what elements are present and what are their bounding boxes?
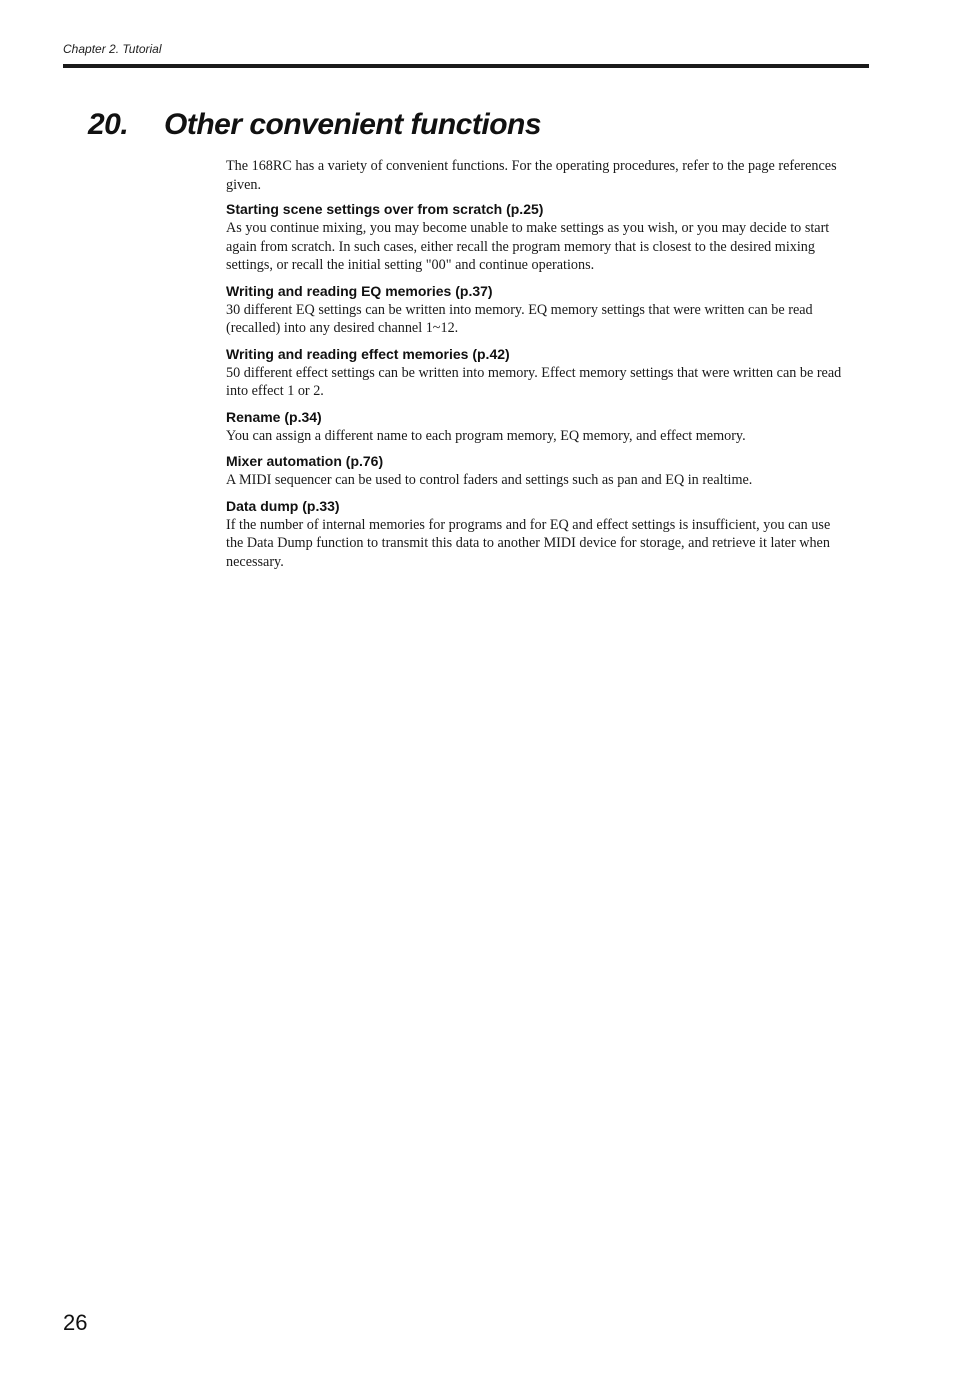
section-heading: Starting scene settings over from scratch (p.25) <box>226 201 544 217</box>
page-number: 26 <box>63 1310 88 1335</box>
section-body: You can assign a different name to each program memory, EQ memory, and effect memory. <box>226 427 746 444</box>
chapter-title: Other convenient functions <box>164 108 542 141</box>
section-scene-settings <box>226 200 850 275</box>
running-header: Chapter 2. Tutorial <box>63 42 162 56</box>
section-heading: Writing and reading EQ memories (p.37) <box>226 282 493 299</box>
intro-paragraph: The 168RC has a variety of convenient functions. For the operating procedures, refer to the page references given. <box>226 158 837 193</box>
section-heading: Mixer automation (p.76) <box>226 453 384 469</box>
section-body: 30 different EQ settings can be written into memory. EQ memory settings that were written can be read (recalled) into any desired channel 1~12. <box>226 301 813 336</box>
section-body: If the number of internal memories for programs and for EQ and effect settings is insufficient, you can use the Data Dump function to transmit this data to another MIDI device for storage, and retrieve it later when necessary. <box>226 516 831 570</box>
header-rule <box>63 64 869 68</box>
section-body: A MIDI sequencer can be used to control faders and settings such as pan and EQ in realtime. <box>226 472 753 488</box>
chapter-heading <box>88 108 541 142</box>
section-body: As you continue mixing, you may become unable to make settings as you wish, or you may decide to start again from scratch. In such cases, either recall the program memory that is closest to the desired mixing settings, or recall the initial setting "00" and continue operations. <box>226 220 830 273</box>
section-rename <box>226 408 850 446</box>
section-eq-memories <box>226 282 850 338</box>
section-data-dump <box>226 497 850 572</box>
section-body: 50 different effect settings can be written into memory. Effect memory settings that were written can be read into effect 1 or 2. <box>226 364 842 399</box>
chapter-number: 20. <box>88 108 129 141</box>
section-heading: Data dump (p.33) <box>226 497 340 514</box>
section-effect-memories <box>226 345 850 401</box>
section-heading: Rename (p.34) <box>226 408 322 425</box>
page-content <box>226 157 850 578</box>
section-heading: Writing and reading effect memories (p.42) <box>226 345 510 362</box>
section-mixer-automation <box>226 452 850 490</box>
